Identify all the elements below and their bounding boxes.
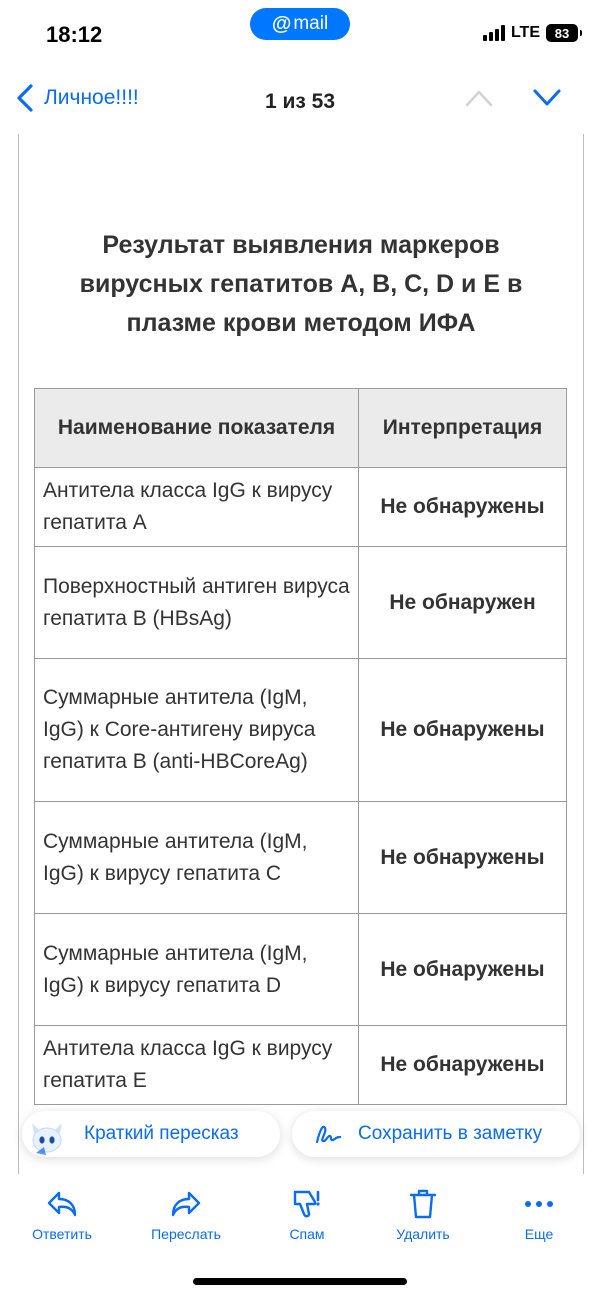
interpretation-value: Не обнаружен — [359, 547, 567, 659]
network-label: LTE — [510, 24, 540, 41]
reply-label: Ответить — [32, 1226, 92, 1242]
forward-arrow-icon — [170, 1189, 202, 1219]
summary-button[interactable] — [22, 1111, 280, 1157]
chevron-up-icon[interactable] — [465, 88, 493, 108]
home-indicator[interactable] — [193, 1278, 407, 1285]
note-label: Сохранить в заметку — [358, 1123, 543, 1144]
forward-button[interactable] — [136, 1188, 236, 1242]
table-row — [35, 659, 567, 802]
forward-label: Переслать — [151, 1226, 221, 1242]
title-line: плазме крови методом ИФА — [126, 309, 476, 337]
mail-app-pill[interactable] — [250, 8, 350, 40]
interpretation-value: Не обнаружены — [359, 659, 567, 802]
thumb-down-icon — [291, 1188, 323, 1220]
message-body[interactable] — [18, 134, 584, 1174]
indicator-name: Суммарные антитела (IgM, IgG) к вирусу гепатита C — [35, 802, 359, 914]
reply-arrow-icon — [46, 1189, 78, 1219]
signal-icon — [483, 25, 505, 41]
title-line: Результат выявления маркеров — [102, 231, 500, 259]
spam-button[interactable] — [257, 1188, 357, 1242]
bottom-toolbar — [0, 1180, 600, 1260]
results-table — [34, 388, 567, 1105]
indicator-name: Суммарные антитела (IgM, IgG) к вирусу гепатита D — [35, 914, 359, 1026]
table-row — [35, 1026, 567, 1105]
at-icon: @ — [271, 12, 292, 35]
indicator-name: Антитела класса IgG к вирусу гепатита E — [35, 1026, 359, 1105]
clock: 18:12 — [46, 22, 103, 47]
save-to-note-button[interactable] — [292, 1111, 580, 1157]
interpretation-value: Не обнаружены — [359, 914, 567, 1026]
table-row — [35, 914, 567, 1026]
title-line: вирусных гепатитов A, B, C, D и E в — [79, 270, 523, 298]
table-row — [35, 547, 567, 659]
status-bar — [0, 0, 600, 70]
chevron-left-icon — [16, 84, 34, 112]
reply-button[interactable] — [12, 1188, 112, 1242]
delete-button[interactable] — [373, 1188, 473, 1242]
message-counter: 1 из 53 — [264, 90, 336, 113]
battery-icon — [546, 24, 578, 42]
mail-app-label: mail — [293, 13, 329, 34]
table-row — [35, 468, 567, 547]
indicator-name: Антитела класса IgG к вирусу гепатита A — [35, 468, 359, 547]
handwriting-icon — [314, 1122, 342, 1146]
battery-level: 83 — [554, 25, 570, 41]
chevron-down-icon[interactable] — [533, 88, 561, 108]
system-icons — [483, 24, 578, 42]
more-button[interactable] — [489, 1188, 589, 1242]
message-nav — [0, 80, 600, 124]
document-title — [19, 226, 583, 343]
spam-label: Спам — [289, 1226, 325, 1242]
robot-icon — [24, 1113, 70, 1159]
header-name: Наименование показателя — [35, 389, 359, 468]
table-row — [35, 802, 567, 914]
indicator-name: Поверхностный антиген вируса гепатита B (HBsAg) — [35, 547, 359, 659]
more-dots-icon — [524, 1199, 554, 1209]
interpretation-value: Не обнаружены — [359, 802, 567, 914]
table-header-row — [35, 389, 567, 468]
summary-label: Краткий пересказ — [84, 1123, 239, 1144]
back-button[interactable] — [16, 84, 139, 112]
header-interpretation: Интерпретация — [359, 389, 567, 468]
delete-label: Удалить — [396, 1226, 450, 1242]
back-label: Личное!!!! — [44, 86, 139, 109]
interpretation-value: Не обнаружены — [359, 1026, 567, 1105]
more-label: Еще — [524, 1226, 554, 1242]
interpretation-value: Не обнаружены — [359, 468, 567, 547]
trash-icon — [408, 1188, 438, 1220]
indicator-name: Суммарные антитела (IgM, IgG) к Core-антигену вируса гепатита B (anti-HBCoreAg) — [35, 659, 359, 802]
